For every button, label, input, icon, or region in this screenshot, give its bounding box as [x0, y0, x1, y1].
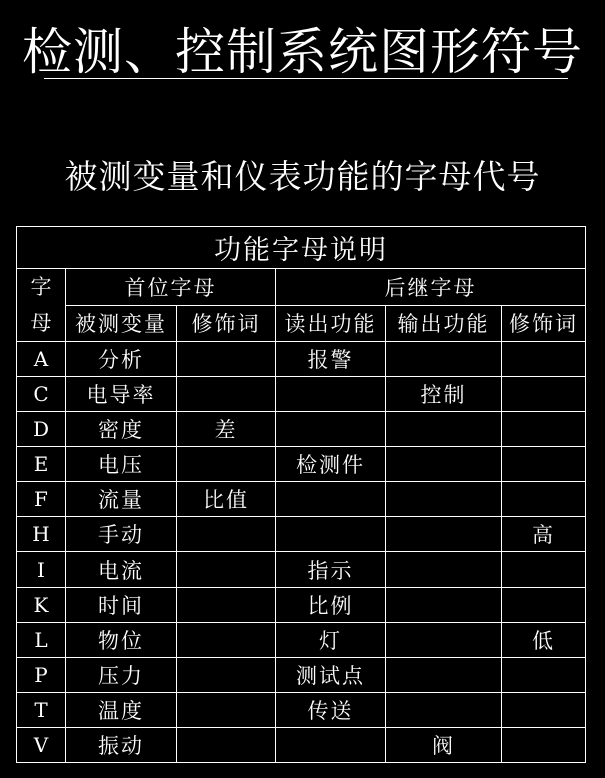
- modifier-cell: [177, 657, 276, 692]
- output-function-cell: [386, 412, 502, 447]
- succeeding-modifier-cell: [502, 727, 586, 762]
- readout-function-cell: [276, 412, 386, 447]
- table-row: [17, 482, 586, 517]
- table-row: [17, 377, 586, 412]
- modifier-cell: [177, 692, 276, 727]
- table-caption: 功能字母说明: [17, 227, 586, 269]
- column-header-readout-function: 读出功能: [276, 305, 386, 342]
- succeeding-letter-header: 后继字母: [276, 269, 586, 306]
- modifier-cell: [177, 622, 276, 657]
- modifier-cell: [177, 377, 276, 412]
- letter-cell: K: [17, 587, 66, 622]
- readout-function-cell: [276, 727, 386, 762]
- letter-cell: L: [17, 622, 66, 657]
- letter-cell: D: [17, 412, 66, 447]
- table-row: [17, 447, 586, 482]
- table-row: [17, 587, 586, 622]
- readout-function-cell: 测试点: [276, 657, 386, 692]
- page-title: 检测、控制系统图形符号: [22, 23, 583, 81]
- column-header-modifier: 修饰词: [177, 305, 276, 342]
- measured-variable-cell: 温度: [66, 692, 177, 727]
- first-letter-header: 首位字母: [66, 269, 276, 306]
- modifier-cell: 比值: [177, 482, 276, 517]
- measured-variable-cell: 压力: [66, 657, 177, 692]
- table-row: [17, 692, 586, 727]
- readout-function-cell: 灯: [276, 622, 386, 657]
- succeeding-modifier-cell: [502, 657, 586, 692]
- modifier-cell: [177, 447, 276, 482]
- modifier-cell: 差: [177, 412, 276, 447]
- succeeding-modifier-cell: [502, 412, 586, 447]
- measured-variable-cell: 电导率: [66, 377, 177, 412]
- column-header-measured-variable: 被测变量: [66, 305, 177, 342]
- letter-header-char-1: 字: [30, 275, 52, 299]
- title-underline: [44, 78, 568, 79]
- letter-column-header: [17, 269, 66, 342]
- modifier-cell: [177, 517, 276, 552]
- output-function-cell: [386, 517, 502, 552]
- function-letter-table: [16, 226, 586, 763]
- output-function-cell: [386, 587, 502, 622]
- measured-variable-cell: 时间: [66, 587, 177, 622]
- output-function-cell: [386, 622, 502, 657]
- succeeding-modifier-cell: [502, 342, 586, 377]
- output-function-cell: [386, 482, 502, 517]
- measured-variable-cell: 振动: [66, 727, 177, 762]
- measured-variable-cell: 流量: [66, 482, 177, 517]
- output-function-cell: [386, 552, 502, 587]
- measured-variable-cell: 物位: [66, 622, 177, 657]
- succeeding-modifier-cell: [502, 552, 586, 587]
- table-row: [17, 517, 586, 552]
- succeeding-modifier-cell: 低: [502, 622, 586, 657]
- letter-cell: F: [17, 482, 66, 517]
- table-row: [17, 342, 586, 377]
- readout-function-cell: [276, 482, 386, 517]
- succeeding-modifier-cell: 高: [502, 517, 586, 552]
- letter-cell: C: [17, 377, 66, 412]
- table-row: [17, 622, 586, 657]
- modifier-cell: [177, 727, 276, 762]
- output-function-cell: [386, 342, 502, 377]
- letter-cell: T: [17, 692, 66, 727]
- readout-function-cell: [276, 517, 386, 552]
- table-row: [17, 657, 586, 692]
- output-function-cell: 控制: [386, 377, 502, 412]
- modifier-cell: [177, 587, 276, 622]
- readout-function-cell: 检测件: [276, 447, 386, 482]
- letter-cell: E: [17, 447, 66, 482]
- table-row: [17, 412, 586, 447]
- succeeding-modifier-cell: [502, 377, 586, 412]
- readout-function-cell: 传送: [276, 692, 386, 727]
- letter-cell: P: [17, 657, 66, 692]
- table-body: [17, 342, 586, 763]
- letter-cell: I: [17, 552, 66, 587]
- output-function-cell: [386, 447, 502, 482]
- measured-variable-cell: 电流: [66, 552, 177, 587]
- table-row: [17, 727, 586, 762]
- succeeding-modifier-cell: [502, 482, 586, 517]
- output-function-cell: [386, 657, 502, 692]
- output-function-cell: [386, 692, 502, 727]
- readout-function-cell: 报警: [276, 342, 386, 377]
- letter-header-char-2: 母: [30, 311, 52, 335]
- modifier-cell: [177, 342, 276, 377]
- measured-variable-cell: 密度: [66, 412, 177, 447]
- measured-variable-cell: 手动: [66, 517, 177, 552]
- measured-variable-cell: 分析: [66, 342, 177, 377]
- succeeding-modifier-cell: [502, 692, 586, 727]
- letter-cell: V: [17, 727, 66, 762]
- succeeding-modifier-cell: [502, 447, 586, 482]
- modifier-cell: [177, 552, 276, 587]
- table-row: [17, 552, 586, 587]
- readout-function-cell: 比例: [276, 587, 386, 622]
- column-header-succeeding-modifier: 修饰词: [502, 305, 586, 342]
- succeeding-modifier-cell: [502, 587, 586, 622]
- readout-function-cell: 指示: [276, 552, 386, 587]
- letter-cell: A: [17, 342, 66, 377]
- output-function-cell: 阀: [386, 727, 502, 762]
- column-header-output-function: 输出功能: [386, 305, 502, 342]
- readout-function-cell: [276, 377, 386, 412]
- page-subtitle: 被测变量和仪表功能的字母代号: [64, 157, 541, 196]
- measured-variable-cell: 电压: [66, 447, 177, 482]
- letter-cell: H: [17, 517, 66, 552]
